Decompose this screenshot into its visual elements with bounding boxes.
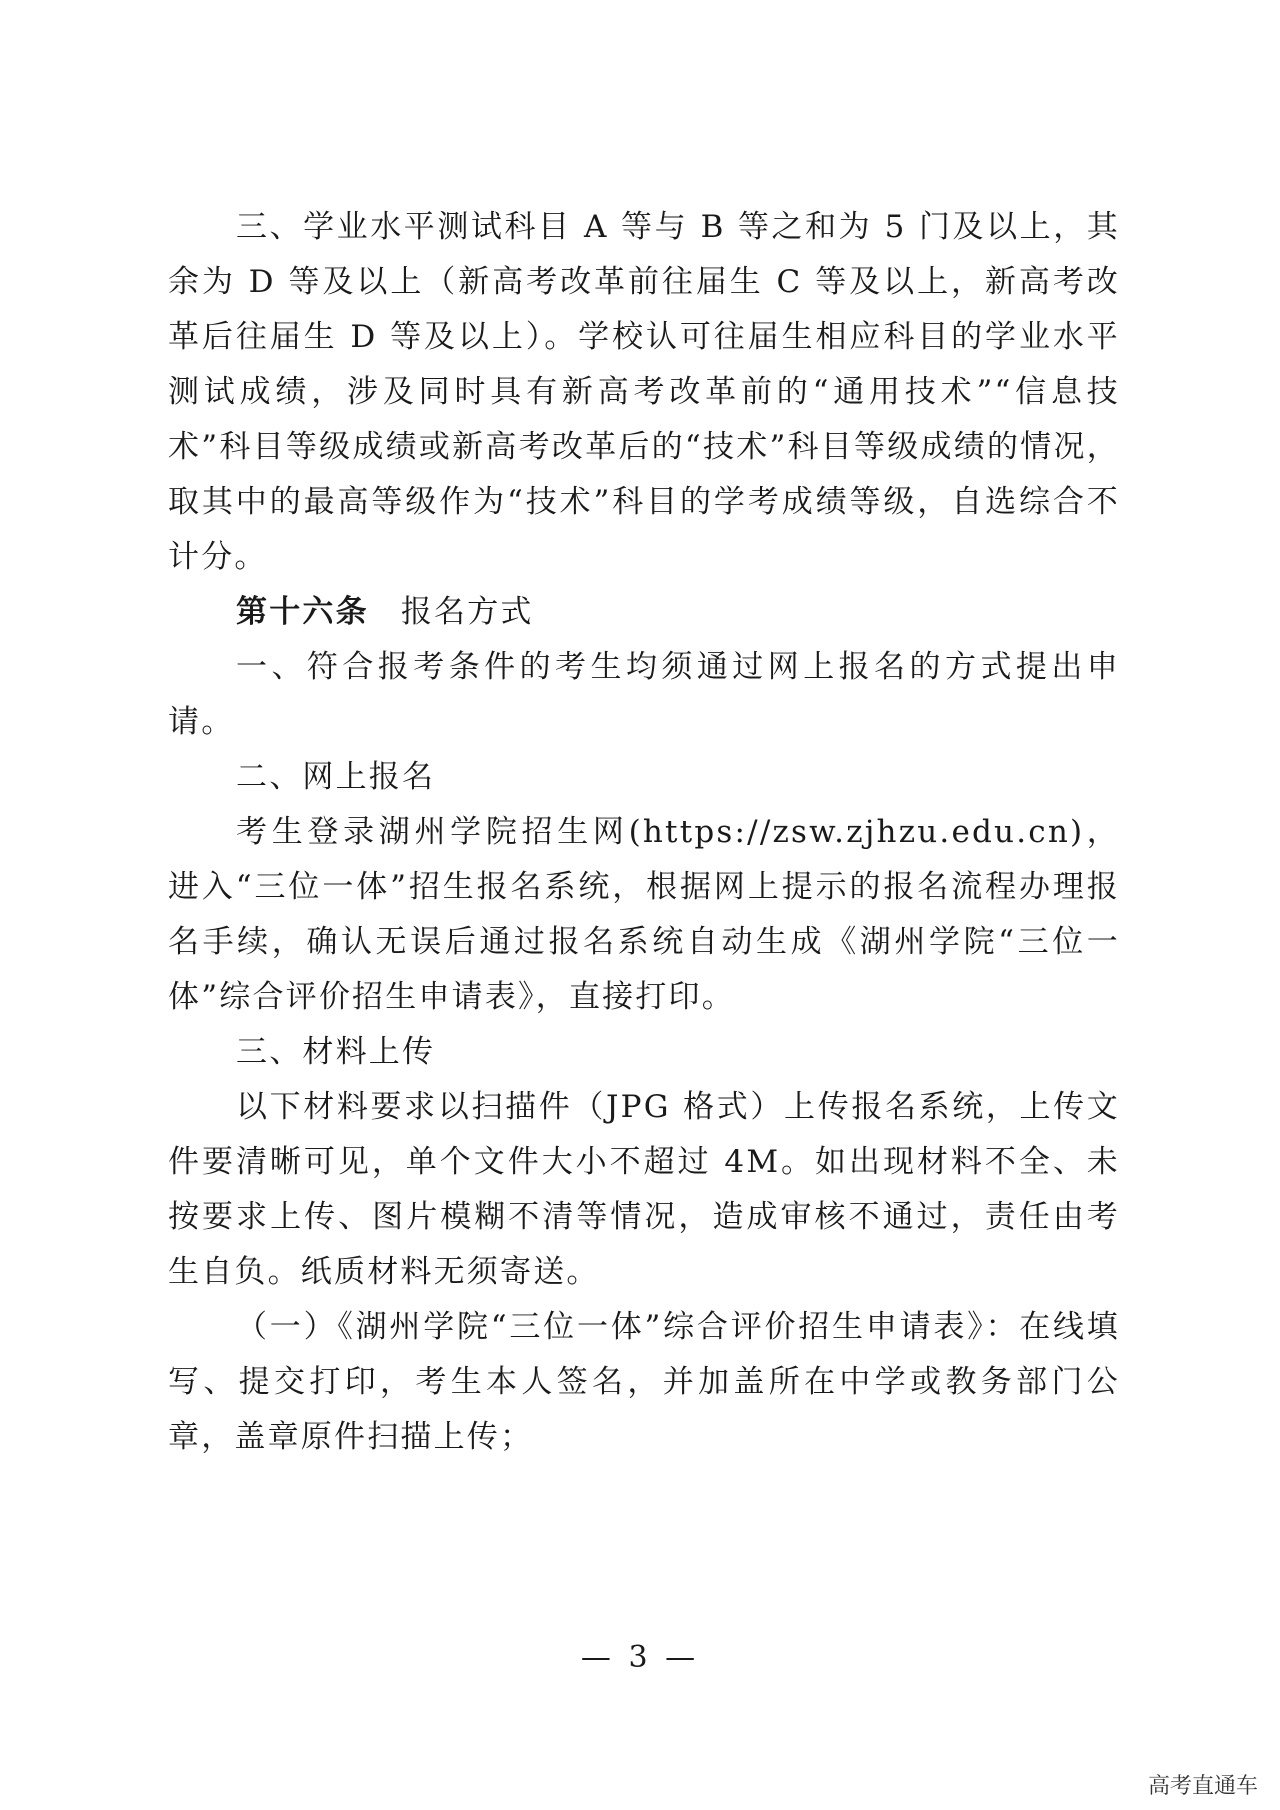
article-heading — [168, 585, 1120, 640]
document-body — [168, 200, 1120, 1465]
paragraph-upload-requirements: 以下材料要求以扫描件（JPG 格式）上传报名系统，上传文件要清晰可见，单个文件大小不超过 4M。如出现材料不全、未按要求上传、图片模糊不清等情况，造成审核不通过，责任由考生自负。纸质材料无须寄送。 — [168, 1089, 1120, 1290]
paragraph-application-form: （一）《湖州学院“三位一体”综合评价招生申请表》：在线填写、提交打印，考生本人签名，并加盖所在中学或教务部门公章，盖章原件扫描上传； — [168, 1309, 1120, 1455]
watermark: 高考直通车 — [1147, 1774, 1258, 1799]
article-title: 报名方式 — [400, 594, 534, 630]
subheading-material-upload: 三、材料上传 — [236, 1034, 436, 1070]
paragraph-online-application: 一、符合报考条件的考生均须通过网上报名的方式提出申请。 — [168, 649, 1120, 740]
article-number: 第十六条 — [236, 594, 369, 630]
subheading-online-registration: 二、网上报名 — [236, 759, 436, 795]
paragraph-academic-level-requirement: 三、学业水平测试科目 A 等与 B 等之和为 5 门及以上，其余为 D 等及以上（新高考改革前往届生 C 等及以上，新高考改革后往届生 D 等及以上）。学校认可往届生相应科目的学业水平测试成绩，涉及同时具有新高考改革前的“通用技术”“信息技术”科目等级成绩或新高考改革后的“技术”科目等级成绩的情况，取其中的最高等级作为“技术”科目的学考成绩等级，自选综合不计分。 — [168, 209, 1120, 575]
paragraph-registration-steps: 考生登录湖州学院招生网(https://zsw.zjhzu.edu.cn)，进入“三位一体”招生报名系统，根据网上提示的报名流程办理报名手续，确认无误后通过报名系统自动生成《湖州学院“三位一体”综合评价招生申请表》，直接打印。 — [168, 814, 1120, 1015]
page-number: — 3 — — [580, 1640, 700, 1675]
